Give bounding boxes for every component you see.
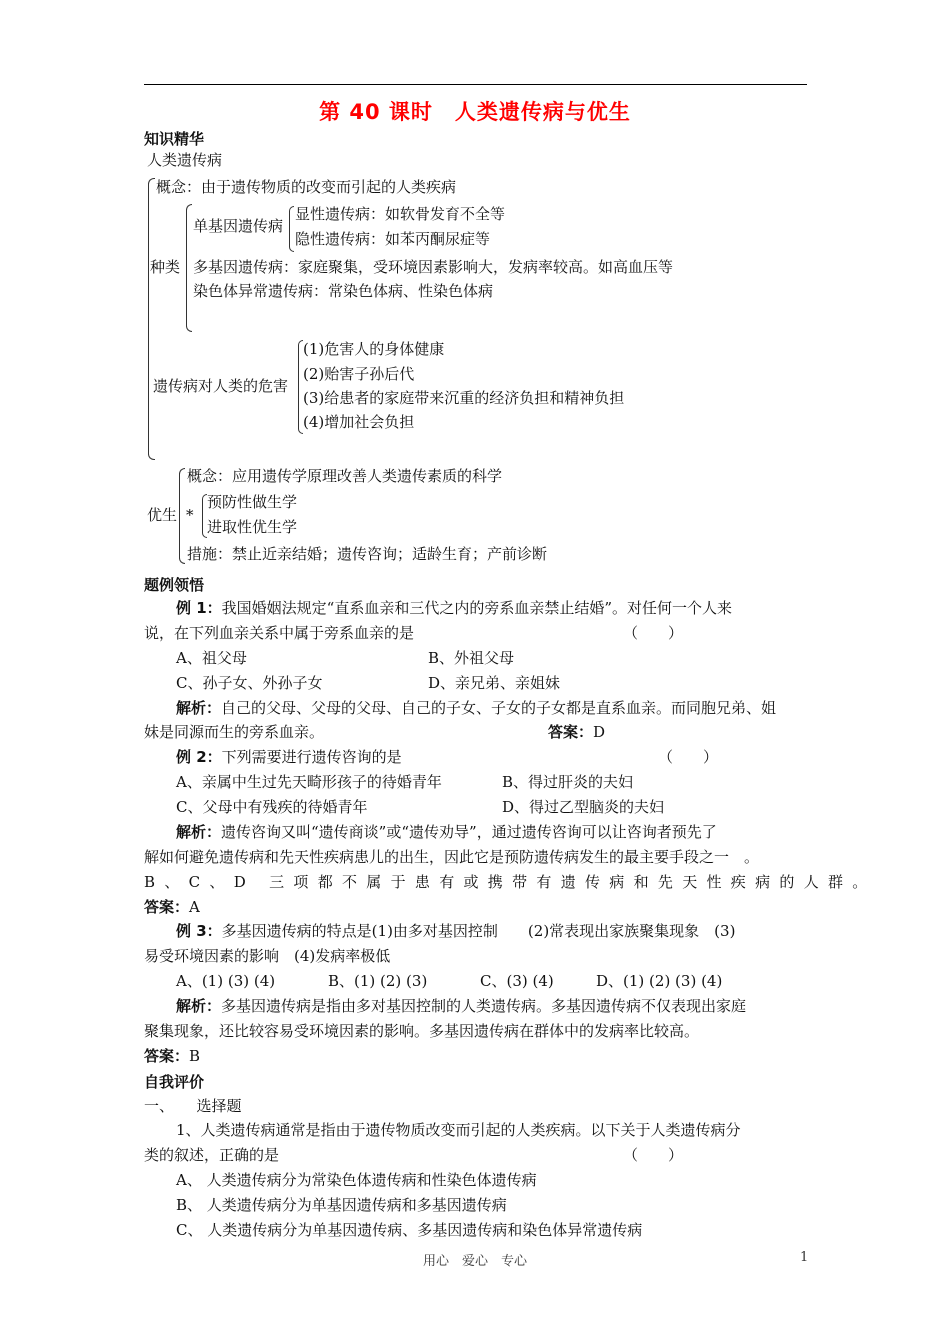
section-heading-self-eval: 自我评价 xyxy=(144,1073,205,1091)
answer-paren: （ ） xyxy=(623,1146,684,1164)
option-d: D、得过乙型脑炎的夫妇 xyxy=(502,798,665,816)
analysis-text: 多基因遗传病是指由多对基因控制的人类遗传病。多基因遗传病不仅表现出家庭 xyxy=(221,997,747,1015)
analysis-text: 自己的父母、父母的父母、自己的子女、子女的子女都是直系血亲。而同胞兄弟、姐 xyxy=(221,699,777,717)
dominant-text: 显性遗传病：如软骨发育不全等 xyxy=(295,205,506,223)
kinds-brace xyxy=(186,204,192,332)
example-1-question xyxy=(176,598,732,618)
example-3-label: 例 3： xyxy=(176,922,222,940)
example-3-question xyxy=(176,921,735,941)
harm-item: (1)危害人的身体健康 xyxy=(303,340,445,358)
page-title: 第 40 课时 人类遗传病与优生 xyxy=(319,100,631,124)
star-mark: * xyxy=(186,506,194,524)
analysis-text-2: 妹是同源而生的旁系血亲。 xyxy=(144,723,325,741)
answer-paren: （ ） xyxy=(623,624,684,642)
analysis-text-2: 解如何避免遗传病和先天性疾病患儿的出生，因此它是预防遗传病发生的最主要手段之一 。 xyxy=(144,848,760,866)
recessive-text: 隐性遗传病：如苯丙酮尿症等 xyxy=(295,230,491,248)
example-1-answer xyxy=(548,722,605,742)
answer-label: 答案： xyxy=(548,723,594,741)
example-2-question xyxy=(176,747,402,767)
polygenic-text: 多基因遗传病：家庭聚集，受环境因素影响大，发病率较高。如高血压等 xyxy=(193,258,674,276)
question-1-text: 1、人类遗传病通常是指由于遗传物质改变而引起的人类疾病。以下关于人类遗传病分 xyxy=(176,1121,741,1139)
example-2-label: 例 2： xyxy=(176,748,222,766)
option-b: B、 人类遗传病分为单基因遗传病和多基因遗传病 xyxy=(176,1196,507,1214)
analysis-label: 解析： xyxy=(176,699,222,717)
option-c: C、父母中有残疾的待婚青年 xyxy=(176,798,368,816)
option-a: A、 人类遗传病分为常染色体遗传病和性染色体遗传病 xyxy=(176,1171,537,1189)
example-3-answer xyxy=(144,1046,200,1066)
option-a: A、(1) (3) (4) xyxy=(176,972,276,990)
option-b: B、得过肝炎的夫妇 xyxy=(502,773,634,791)
example-3-analysis xyxy=(176,996,746,1016)
analysis-text-3: B、C、D 三项都不属于患有或携带有遗传病和先天性疾病的人群。 xyxy=(144,873,877,891)
option-c: C、(3) (4) xyxy=(480,972,554,990)
section-heading-examples: 题例领悟 xyxy=(144,576,205,594)
question-1-text-2: 类的叙述，正确的是 xyxy=(144,1146,280,1164)
option-d: D、(1) (2) (3) (4) xyxy=(596,972,723,990)
answer-value: D xyxy=(593,723,606,741)
example-1-text-2: 说，在下列血亲关系中属于旁系血亲的是 xyxy=(144,624,415,642)
answer-label: 答案： xyxy=(144,898,190,916)
option-c: C、 人类遗传病分为单基因遗传病、多基因遗传病和染色体异常遗传病 xyxy=(176,1221,643,1239)
chromosomal-text: 染色体异常遗传病：常染色体病、性染色体病 xyxy=(193,282,494,300)
example-1-text: 我国婚姻法规定“直系血亲和三代之内的旁系血亲禁止结婚”。对任何一个人来 xyxy=(221,599,733,617)
option-c: C、孙子女、外孙子女 xyxy=(176,674,323,692)
section-number: 一、 选择题 xyxy=(144,1097,242,1115)
answer-label: 答案： xyxy=(144,1047,190,1065)
option-a: A、祖父母 xyxy=(176,649,247,667)
example-1-analysis xyxy=(176,698,776,718)
progressive-text: 进取性优生学 xyxy=(207,518,298,536)
analysis-text-2: 聚集现象，还比较容易受环境因素的影响。多基因遗传病在群体中的发病率比较高。 xyxy=(144,1022,700,1040)
page-number: 1 xyxy=(800,1250,809,1265)
single-gene-label: 单基因遗传病 xyxy=(193,217,284,235)
answer-paren: （ ） xyxy=(658,748,719,766)
analysis-text: 遗传咨询又叫“遗传商谈”或“遗传劝导”，通过遗传咨询可以让咨询者预先了 xyxy=(221,823,717,841)
analysis-label: 解析： xyxy=(176,823,222,841)
harm-item: (4)增加社会负担 xyxy=(303,413,415,431)
eugenics-concept: 概念：应用遗传学原理改善人类遗传素质的科学 xyxy=(187,467,503,485)
example-2-answer xyxy=(144,897,200,917)
concept-text: 概念：由于遗传物质的改变而引起的人类疾病 xyxy=(156,178,457,196)
preventive-text: 预防性做生学 xyxy=(207,493,298,511)
example-3-text-2: 易受环境因素的影响 (4)发病率极低 xyxy=(144,947,391,965)
answer-value: B xyxy=(189,1047,201,1065)
footer-text: 用心 爱心 专心 xyxy=(422,1254,527,1269)
eugenics-label: 优生 xyxy=(147,506,178,524)
harm-item: (3)给患者的家庭带来沉重的经济负担和精神负担 xyxy=(303,389,625,407)
harm-label: 遗传病对人类的危害 xyxy=(153,377,289,395)
single-gene-brace xyxy=(289,206,294,252)
answer-value: A xyxy=(189,898,200,916)
measures-text: 措施：禁止近亲结婚；遗传咨询；适龄生育；产前诊断 xyxy=(187,545,548,563)
example-2-analysis xyxy=(176,822,717,842)
option-b: B、外祖父母 xyxy=(428,649,515,667)
harm-item: (2)贻害子孙后代 xyxy=(303,365,415,383)
option-a: A、亲属中生过先天畸形孩子的待婚青年 xyxy=(176,773,442,791)
example-3-text: 多基因遗传病的特点是(1)由多对基因控制 (2)常表现出家族聚集现象 (3) xyxy=(221,922,736,940)
topic-label: 人类遗传病 xyxy=(147,151,223,169)
outer-brace xyxy=(148,178,155,460)
example-2-text: 下列需要进行遗传咨询的是 xyxy=(221,748,402,766)
header-rule xyxy=(144,84,807,85)
example-1-label: 例 1： xyxy=(176,599,222,617)
eugenics-brace xyxy=(179,468,185,564)
section-heading-knowledge: 知识精华 xyxy=(144,130,205,148)
option-b: B、(1) (2) (3) xyxy=(328,972,428,990)
analysis-label: 解析： xyxy=(176,997,222,1015)
kinds-label: 种类 xyxy=(150,258,181,276)
option-d: D、亲兄弟、亲姐妹 xyxy=(428,674,561,692)
